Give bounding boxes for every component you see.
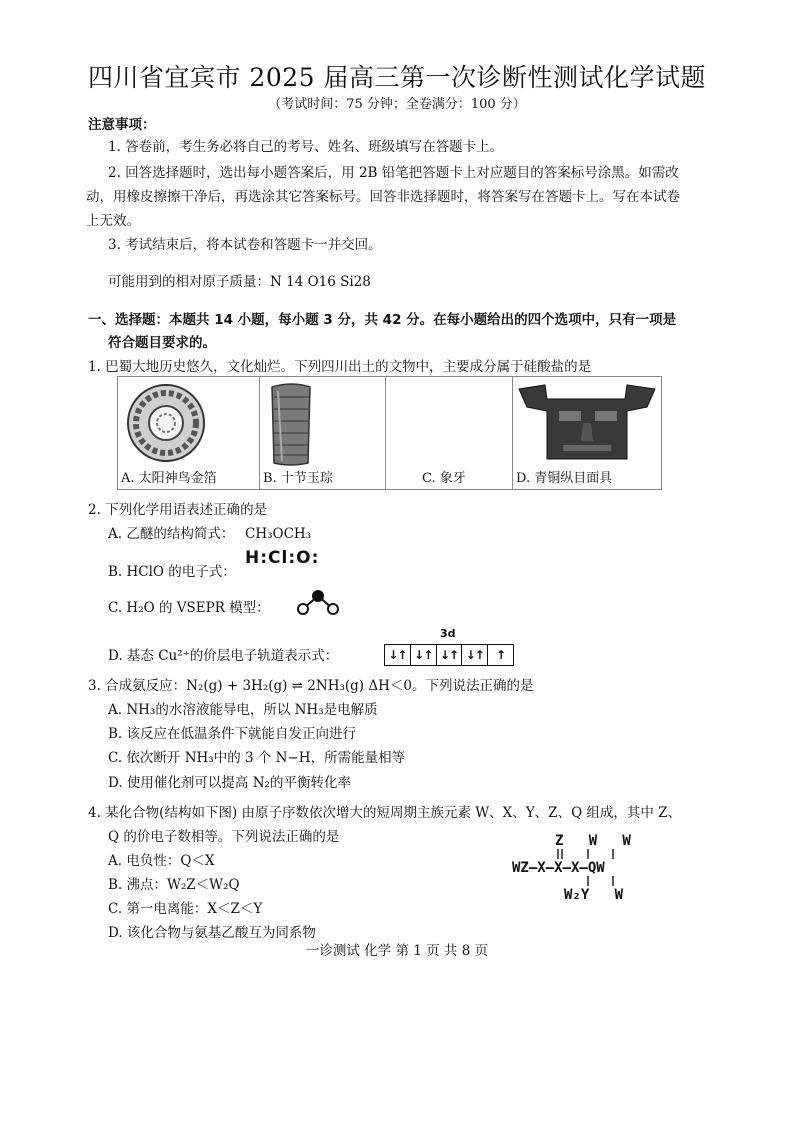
structure-main-chain: WZ—X—X—X—QW	[512, 860, 605, 876]
notice-item-2: 2. 回答选择题时，选出每小题答案后，用 2B 铅笔把答题卡上对应题目的答案标号涂黑。如需改	[108, 165, 679, 181]
notice-item-1: 1. 答卷前，考生务必将自己的考号、姓名、班级填写在答题卡上。	[108, 139, 504, 155]
q2-option-b-label: B. HClO 的电子式：	[108, 564, 236, 580]
q4-stem-cont: Q 的价电子数相等。下列说法正确的是	[108, 829, 340, 845]
q4-stem: 4. 某化合物(结构如下图) 由原子序数依次增大的短周期主族元素 W、X、Y、Z、Q 组成，其中 Z、	[88, 805, 682, 821]
orbital-box: ↑	[496, 648, 506, 662]
notice-item-2-end: 上无效。	[86, 213, 140, 229]
q4-option-b: B. 沸点：W₂Z＜W₂Q	[108, 877, 240, 893]
q1-option-a-cell[interactable]	[118, 377, 260, 489]
q1-option-b-cell[interactable]	[260, 377, 386, 489]
orbital-box: ↓↑	[385, 645, 411, 665]
q1-options-table	[117, 376, 662, 490]
q2-option-c-label: C. H₂O 的 VSEPR 模型：	[108, 600, 270, 616]
notice-item-2-cont: 动，用橡皮擦擦干净后，再选涂其它答案标号。回答非选择题时，将答案写在答题卡上。写在本试卷	[86, 189, 680, 205]
page-title: 四川省宜宾市 2025 届高三第一次诊断性测试化学试题	[87, 63, 707, 92]
q3-option-c: C. 依次断开 NH₃中的 3 个 N−H，所需能量相等	[108, 750, 406, 766]
q4-option-d: D. 该化合物与氨基乙酸互为同系物	[108, 925, 316, 941]
water-vsepr-model-icon	[294, 588, 344, 620]
section-heading-cont: 符合题目要求的。	[108, 335, 216, 351]
orbital-box: ↓↑	[411, 645, 437, 665]
q2-stem: 2. 下列化学用语表述正确的是	[88, 502, 268, 518]
q1-option-d-label: D. 青铜纵目面具	[516, 471, 613, 486]
section-heading: 一、选择题：本题共 14 小题，每小题 3 分，共 42 分。在每小题给出的四个选项中，只有一项是	[88, 312, 677, 328]
q3-stem: 3. 合成氨反应：N₂(g) + 3H₂(g) ⇌ 2NH₃(g) ΔH＜0。下列说法正确的是	[88, 678, 534, 694]
ivory-image	[390, 381, 508, 467]
orbital-box: ↓↑	[462, 645, 488, 665]
q3-option-d: D. 使用催化剂可以提高 N₂的平衡转化率	[108, 775, 351, 791]
orbital-3d-label: 3d	[440, 627, 456, 640]
q2-option-a-label: A. 乙醚的结构简式：	[108, 526, 235, 542]
hclo-electron-formula: H:Cl:O:	[245, 548, 320, 568]
structure-bottom-row: W₂Y W	[564, 887, 624, 903]
cu2-orbital-diagram	[384, 644, 514, 666]
q1-option-c-cell[interactable]	[386, 377, 513, 489]
q4-structure-diagram	[512, 832, 672, 904]
notice-item-3: 3. 考试结束后，将本试卷和答题卡一并交回。	[108, 237, 382, 253]
q1-option-a-label: A. 太阳神鸟金箔	[121, 471, 217, 486]
bronze-mask-image	[517, 381, 657, 467]
q4-option-c: C. 第一电离能：X＜Z＜Y	[108, 901, 263, 917]
sun-bird-gold-foil-image	[122, 381, 255, 467]
q3-option-a: A. NH₃的水溶液能导电，所以 NH₃是电解质	[108, 702, 378, 718]
q3-option-b: B. 该反应在低温条件下就能自发正向进行	[108, 726, 357, 742]
exam-info: （考试时间：75 分钟；全卷满分：100 分）	[268, 97, 526, 112]
q4-option-a: A. 电负性：Q＜X	[108, 853, 215, 869]
atomic-mass-note: 可能用到的相对原子质量：N 14 O16 Si28	[108, 274, 371, 290]
structure-top-row: Z W W	[555, 833, 631, 849]
q1-option-b-label: B. 十节玉琮	[263, 471, 333, 486]
orbital-box: ↓↑	[437, 645, 463, 665]
q1-option-c-label: C. 象牙	[422, 471, 466, 486]
jade-cong-image	[264, 381, 381, 467]
q2-option-d-label: D. 基态 Cu²⁺的价层电子轨道表示式：	[108, 648, 339, 664]
q2-option-a-formula: CH₃OCH₃	[245, 526, 312, 542]
q1-stem: 1. 巴蜀大地历史悠久，文化灿烂。下列四川出土的文物中，主要成分属于硅酸盐的是	[88, 359, 592, 375]
notice-heading: 注意事项：	[88, 117, 156, 133]
q1-option-d-cell[interactable]	[513, 377, 661, 489]
page-footer: 一诊测试 化学 第 1 页 共 8 页	[305, 943, 489, 959]
